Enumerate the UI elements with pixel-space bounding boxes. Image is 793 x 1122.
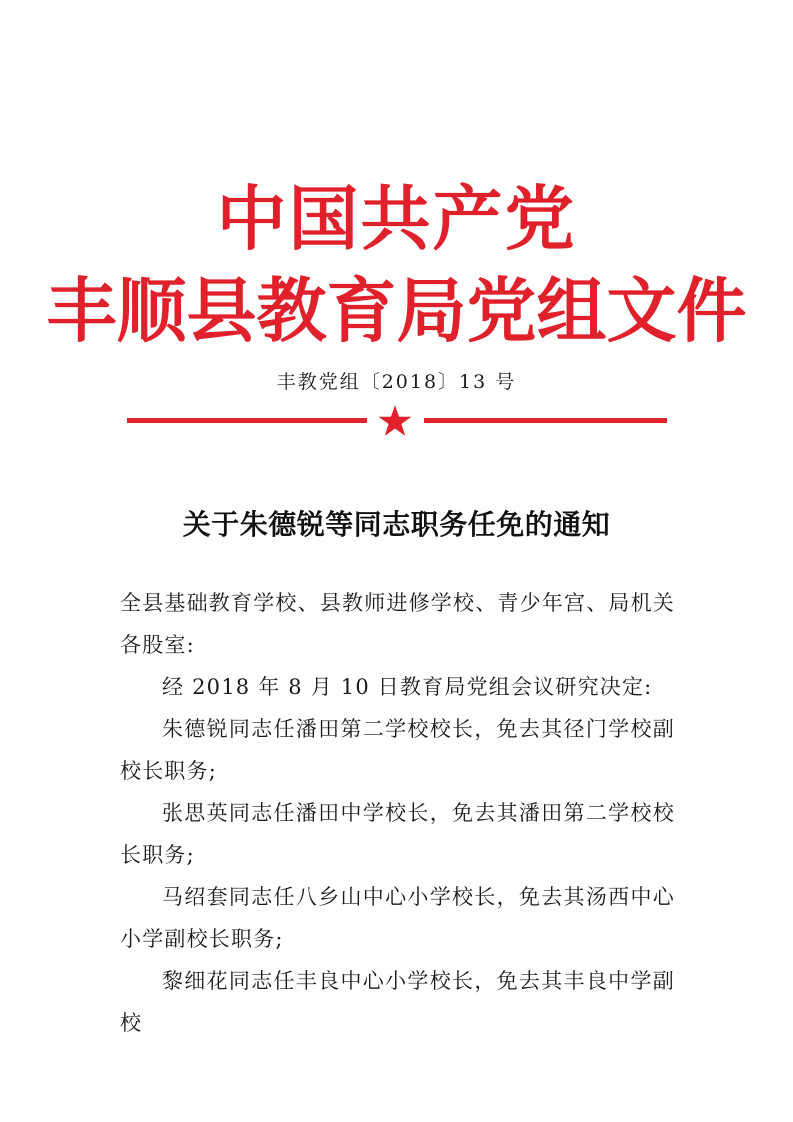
masthead-line-1: 中国共产党 [216, 177, 577, 260]
document-title: 关于朱德锐等同志职务任免的通知 [182, 508, 611, 541]
paragraph-appointment-2: 张思英同志任潘田中学校长，免去其潘田第二学校校长职务; [120, 801, 675, 867]
red-divider-left [127, 418, 367, 423]
red-divider-right [424, 418, 667, 423]
paragraph-appointment-4: 黎细花同志任丰良中心小学校长，免去其丰良中学副校 [120, 969, 675, 1035]
document-body [120, 582, 675, 1044]
addressee: 全县基础教育学校、县教师进修学校、青少年宫、局机关各股室: [120, 591, 675, 657]
paragraph-appointment-3: 马绍套同志任八乡山中心小学校长，免去其汤西中心小学副校长职务; [120, 885, 675, 951]
document-number: 丰教党组〔2018〕13 号 [276, 371, 517, 393]
red-star-icon [377, 404, 413, 440]
masthead-line-2: 丰顺县教育局党组文件 [46, 269, 747, 352]
paragraph-appointment-1: 朱德锐同志任潘田第二学校校长，免去其径门学校副校长职务; [120, 717, 675, 783]
paragraph-decision: 经 2018 年 8 月 10 日教育局党组会议研究决定: [162, 675, 653, 699]
